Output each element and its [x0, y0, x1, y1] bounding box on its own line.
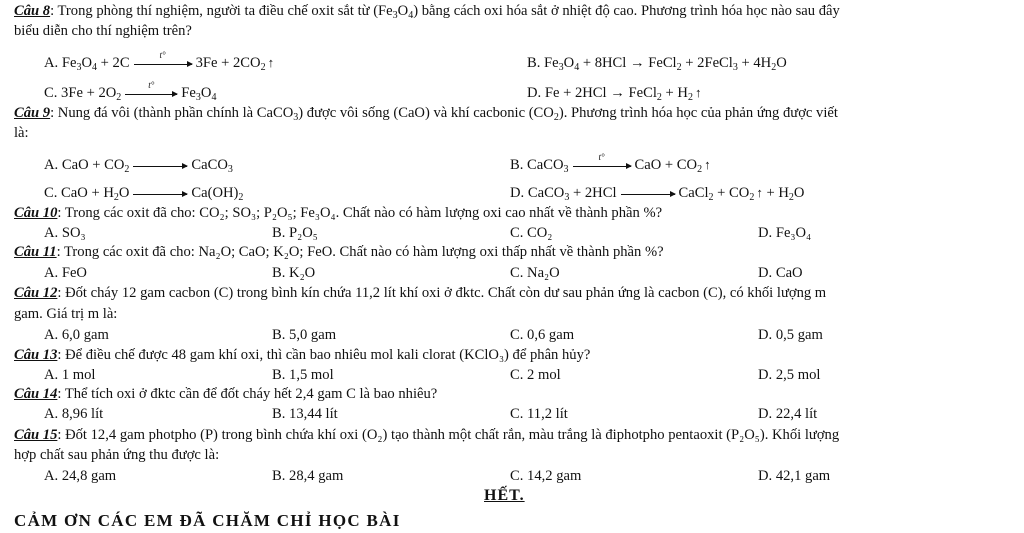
- question-8-line-1: Câu 8: Trong phòng thí nghiệm, người ta điều chế oxit sắt từ $(Fe_3O_4)$ bằng cách oxi hóa sắt ở nhiệt độ cao. Phương trình hóa học nào sau đây: [14, 3, 840, 21]
- question-10-text: Câu 10: Trong các oxit đã cho: CO₂; SO₃; P₂O₅; Fe₃O₄. Chất nào có hàm lượng oxi cao nhất về thành phần %?: [14, 205, 663, 221]
- question-9-option-b[interactable]: B. CaCO$_3$ t° CaO + $CO_2$ ↑: [510, 152, 711, 175]
- question-9-line-2: là:: [14, 125, 29, 141]
- question-15-text-line-2: hợp chất sau phản ứng thu được là:: [14, 447, 220, 463]
- question-14-text: Câu 14: Thể tích oxi ở đktc cần để đốt cháy hết 2,4 gam C là bao nhiêu?: [14, 386, 438, 402]
- question-12-text: Câu 12: Đốt cháy 12 gam cacbon (C) trong bình kín chứa 11,2 lít khí oxi ở đktc. Chất còn dư sau phản ứng là cacbon (C), có khối lượng m: [14, 285, 827, 301]
- question-9-option-a[interactable]: A. CaO + $CO_2$ CaCO$_3$: [44, 157, 233, 175]
- question-9-option-d[interactable]: D. CaCO$_3$ + 2HCl CaCl$_2$ + $CO_2$ ↑ + $H_2O$: [510, 185, 805, 203]
- question-13-option-b[interactable]: B. 1,5 mol: [272, 367, 334, 383]
- question-10-option-b[interactable]: B. P₂O₅: [272, 225, 318, 241]
- question-8-label: Câu 8: [14, 3, 51, 19]
- question-13-text: Câu 13: Để điều chế được 48 gam khí oxi, thì cần bao nhiêu mol kali clorat (KClO₃) để phân hủy?: [14, 347, 591, 363]
- question-13-option-d[interactable]: D. 2,5 mol: [758, 367, 821, 383]
- question-8-option-d[interactable]: D. Fe + 2HCl → FeCl$_2$ + $H_2$ ↑: [527, 85, 702, 103]
- question-8-option-a[interactable]: A. $Fe_3O_4 + 2C$ t° $3Fe + 2CO_2$ ↑: [44, 50, 275, 73]
- thanks-banner: CẢM ƠN CÁC EM ĐÃ CHĂM CHỈ HỌC BÀI: [14, 511, 401, 530]
- question-9-label: Câu 9: [14, 105, 51, 121]
- question-8-line-2: biểu diễn cho thí nghiệm trên?: [14, 23, 192, 39]
- question-10-option-a[interactable]: A. SO₃: [44, 225, 86, 241]
- question-11-option-a[interactable]: A. FeO: [44, 265, 87, 281]
- question-15-option-d[interactable]: D. 42,1 gam: [758, 468, 831, 484]
- question-14-option-a[interactable]: A. 8,96 lít: [44, 406, 104, 422]
- question-10-option-d[interactable]: D. Fe₃O₄: [758, 225, 812, 241]
- question-14-option-d[interactable]: D. 22,4 lít: [758, 406, 818, 422]
- question-15-option-c[interactable]: C. 14,2 gam: [510, 468, 582, 484]
- question-8-option-c[interactable]: C. $3Fe + 2O_2$ t° $Fe_3O_4$: [44, 80, 217, 103]
- question-8-option-b[interactable]: B. $Fe_3O_4 + 8HCl$ → FeCl$_2$ + 2FeCl$_3$ + $4H_2O$: [527, 55, 787, 73]
- end-marker: HẾT.: [484, 487, 525, 504]
- question-15-option-a[interactable]: A. 24,8 gam: [44, 468, 117, 484]
- question-13-option-a[interactable]: A. 1 mol: [44, 367, 96, 383]
- question-9-option-c[interactable]: C. CaO + $H_2O$ $Ca(OH)_2$: [44, 185, 244, 203]
- question-11-option-d[interactable]: D. CaO: [758, 265, 803, 281]
- question-12-text-line-2: gam. Giá trị m là:: [14, 306, 118, 322]
- question-12-option-b[interactable]: B. 5,0 gam: [272, 327, 337, 343]
- question-12-option-d[interactable]: D. 0,5 gam: [758, 327, 823, 343]
- question-14-option-c[interactable]: C. 11,2 lít: [510, 406, 568, 422]
- question-12-option-a[interactable]: A. 6,0 gam: [44, 327, 109, 343]
- question-11-option-b[interactable]: B. K₂O: [272, 265, 316, 281]
- question-15-option-b[interactable]: B. 28,4 gam: [272, 468, 344, 484]
- question-10-option-c[interactable]: C. CO₂: [510, 225, 553, 241]
- question-12-option-c[interactable]: C. 0,6 gam: [510, 327, 575, 343]
- question-11-option-c[interactable]: C. Na₂O: [510, 265, 560, 281]
- question-14-option-b[interactable]: B. 13,44 lít: [272, 406, 338, 422]
- question-15-text: Câu 15: Đốt 12,4 gam photpho (P) trong bình chứa khí oxi (O₂) tạo thành một chất rắn, màu trắng là điphotpho pentaoxit (P₂O₅). Khối lượng: [14, 427, 840, 443]
- question-11-text: Câu 11: Trong các oxit đã cho: Na₂O; CaO; K₂O; FeO. Chất nào có hàm lượng oxi thấp nhất về thành phần %?: [14, 244, 664, 260]
- question-13-option-c[interactable]: C. 2 mol: [510, 367, 561, 383]
- question-9-line-1: Câu 9: Nung đá vôi (thành phần chính là CaCO$_3$) được vôi sống (CaO) và khí cacbonic $(CO_2)$. Phương trình hóa học của phản ứng được viết: [14, 105, 838, 123]
